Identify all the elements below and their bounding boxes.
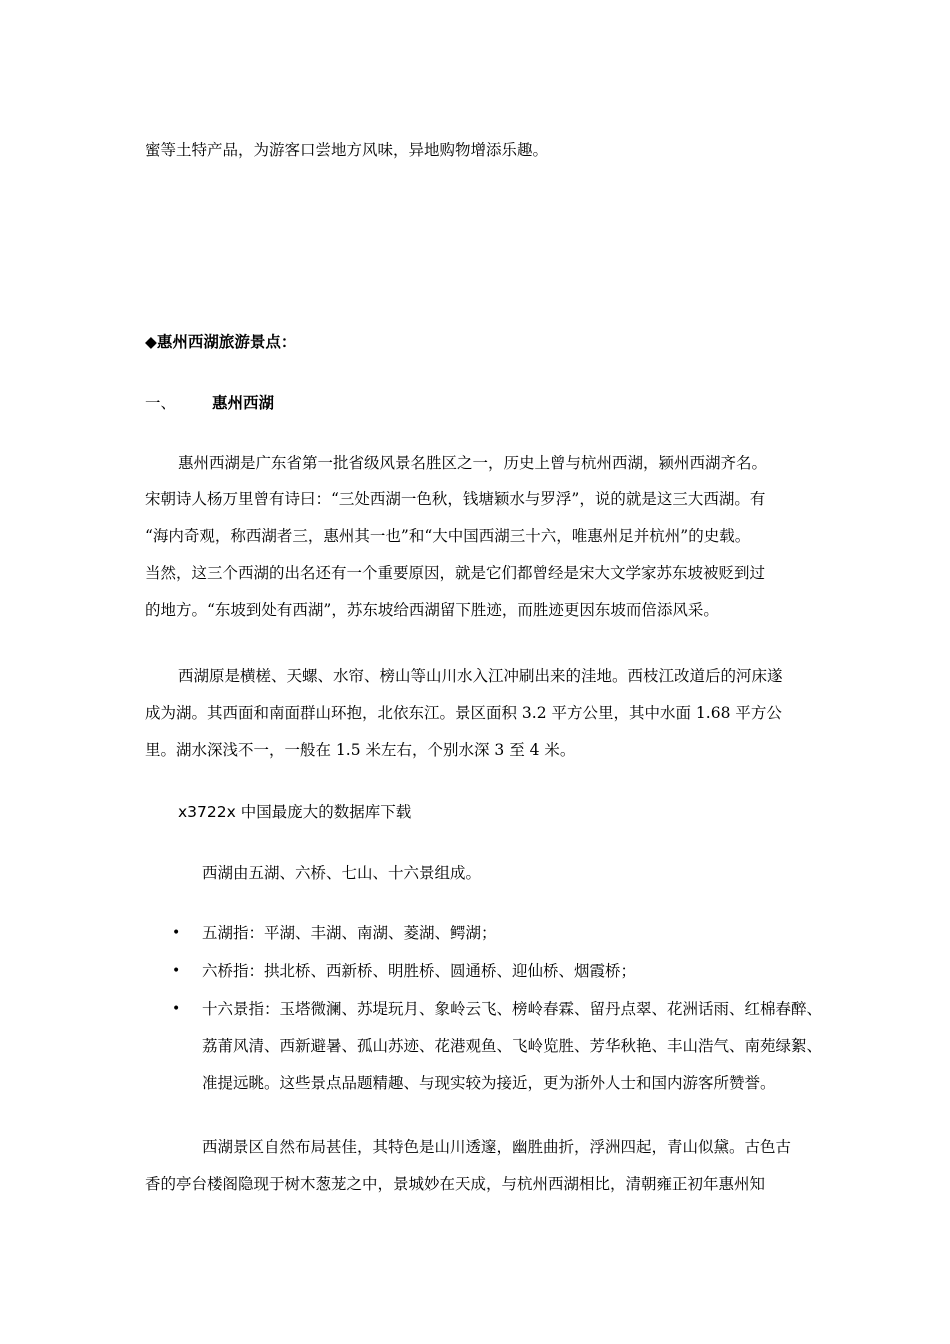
para2-line: 成为湖。其西面和南面群山环抱，北依东江。景区面积 3.2 平方公里，其中水面 1.68 平方公	[145, 704, 782, 722]
para1-line: 惠州西湖是广东省第一批省级风景名胜区之一，历史上曾与杭州西湖，颍州西湖齐名。	[178, 454, 768, 472]
bullet-text-lakes: 五湖指：平湖、丰湖、南湖、菱湖、鳄湖；	[202, 924, 497, 942]
bullet-dot: •	[172, 925, 181, 941]
para1-line: 当然，这三个西湖的出名还有一个重要原因，就是它们都曾经是宋大文学家苏东坡被贬到过	[145, 564, 766, 582]
subsection-title: 惠州西湖	[212, 393, 275, 412]
intro-tail-line: 蜜等土特产品，为游客口尝地方风味，异地购物增添乐趣。	[145, 141, 549, 159]
para3-line: 西湖景区自然布局甚佳，其特色是山川透邃，幽胜曲折，浮洲四起，青山似黛。古色古	[202, 1138, 792, 1156]
watermark-text: x3722x 中国最庞大的数据库下载	[178, 803, 412, 821]
bullet-text-scenes: 十六景指：玉塔微澜、苏堤玩月、象岭云飞、榜岭春霖、留丹点翠、花洲话雨、红棉春醉、	[202, 1000, 823, 1018]
para2-line: 西湖原是横槎、天螺、水帘、榜山等山川水入江冲刷出来的洼地。西枝江改道后的河床遂	[178, 667, 783, 685]
para1-line: “海内奇观，称西湖者三，惠州其一也”和“大中国西湖三十六，唯惠州足并杭州”的史载。	[145, 527, 751, 545]
section-heading: ◆惠州西湖旅游景点：	[145, 332, 297, 351]
bullet-text-bridges: 六桥指：拱北桥、西新桥、明胜桥、圆通桥、迎仙桥、烟霞桥；	[202, 962, 637, 980]
bullet-text-scenes: 荔莆风清、西新避暑、孤山苏迹、花港观鱼、飞岭览胜、芳华秋艳、丰山浩气、南苑绿絮、	[202, 1037, 823, 1055]
composition-line: 西湖由五湖、六桥、七山、十六景组成。	[202, 864, 482, 882]
para3-line: 香的亭台楼阁隐现于树木葱茏之中，景城妙在天成，与杭州西湖相比，清朝雍正初年惠州知	[145, 1175, 766, 1193]
subsection-number: 一、	[145, 394, 177, 412]
para1-line: 的地方。“东坡到处有西湖”，苏东坡给西湖留下胜迹，而胜迹更因东坡而倍添风采。	[145, 601, 719, 619]
para1-line: 宋朝诗人杨万里曾有诗曰：“三处西湖一色秋，钱塘颖水与罗浮”，说的就是这三大西湖。有	[145, 490, 766, 508]
bullet-text-scenes: 准提远眺。这些景点品题精趣、与现实较为接近，更为浙外人士和国内游客所赞誉。	[202, 1074, 776, 1092]
bullet-dot: •	[172, 1001, 181, 1017]
bullet-dot: •	[172, 963, 181, 979]
para2-line: 里。湖水深浅不一，一般在 1.5 米左右，个别水深 3 至 4 米。	[145, 741, 576, 759]
